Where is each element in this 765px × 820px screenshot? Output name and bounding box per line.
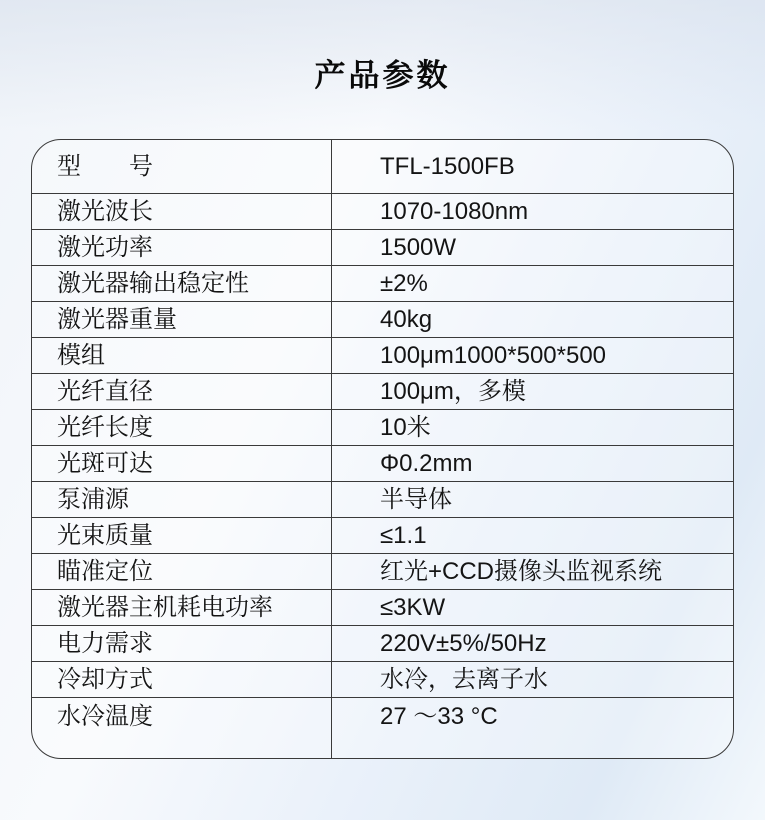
- table-row-cooling-method: [32, 661, 733, 697]
- table-row-module: [32, 337, 733, 373]
- spec-value: Φ0.2mm: [331, 446, 733, 481]
- spec-label: 激光器重量: [57, 305, 177, 333]
- spec-value: ≤3KW: [331, 590, 733, 625]
- spec-label: 电力需求: [57, 629, 153, 657]
- table-row-stability: [32, 265, 733, 301]
- spec-value: ±2%: [331, 266, 733, 301]
- spec-value: TFL-1500FB: [331, 140, 733, 193]
- page-title: 产品参数: [314, 58, 451, 93]
- table-row-fiber-diameter: [32, 373, 733, 409]
- spec-value: 220V±5%/50Hz: [331, 626, 733, 661]
- spec-label: 激光器输出稳定性: [57, 269, 249, 297]
- spec-value: 100μm1000*500*500: [331, 338, 733, 373]
- spec-label: 水冷温度: [57, 703, 153, 730]
- spec-value: 40kg: [331, 302, 733, 337]
- spec-label: 光斑可达: [57, 449, 153, 477]
- table-row-spot-size: [32, 445, 733, 481]
- spec-value: 10米: [331, 410, 733, 445]
- spec-label: 泵浦源: [57, 485, 129, 513]
- spec-label: 型 号: [57, 152, 153, 180]
- table-row-power: [32, 229, 733, 265]
- spec-value: 1500W: [331, 230, 733, 265]
- spec-label: 瞄准定位: [57, 557, 153, 585]
- spec-label: 模组: [57, 341, 105, 369]
- spec-value: 水冷，去离子水: [331, 662, 733, 697]
- spec-label: 冷却方式: [57, 665, 153, 693]
- table-row-pump-source: [32, 481, 733, 517]
- spec-table: [31, 139, 734, 759]
- spec-value: 红光+CCD摄像头监视系统: [331, 554, 733, 589]
- spec-label: 光纤直径: [57, 377, 153, 405]
- spec-value: ≤1.1: [331, 518, 733, 553]
- table-row-aiming: [32, 553, 733, 589]
- spec-label: 光束质量: [57, 521, 153, 549]
- spec-value: 1070-1080nm: [331, 194, 733, 229]
- table-row-host-consumption: [32, 589, 733, 625]
- table-row-weight: [32, 301, 733, 337]
- spec-value: 半导体: [331, 482, 733, 517]
- spec-label: 激光波长: [57, 197, 153, 225]
- spec-label: 激光器主机耗电功率: [57, 593, 273, 621]
- table-row-model: [32, 140, 733, 193]
- table-row-power-requirement: [32, 625, 733, 661]
- table-row-wavelength: [32, 193, 733, 229]
- table-row-beam-quality: [32, 517, 733, 553]
- table-row-fiber-length: [32, 409, 733, 445]
- spec-label: 光纤长度: [57, 413, 153, 441]
- spec-label: 激光功率: [57, 233, 153, 261]
- spec-value: 100μm，多模: [331, 374, 733, 409]
- spec-value: 27 ～33 °C: [331, 698, 733, 758]
- table-row-water-temp: [32, 697, 733, 758]
